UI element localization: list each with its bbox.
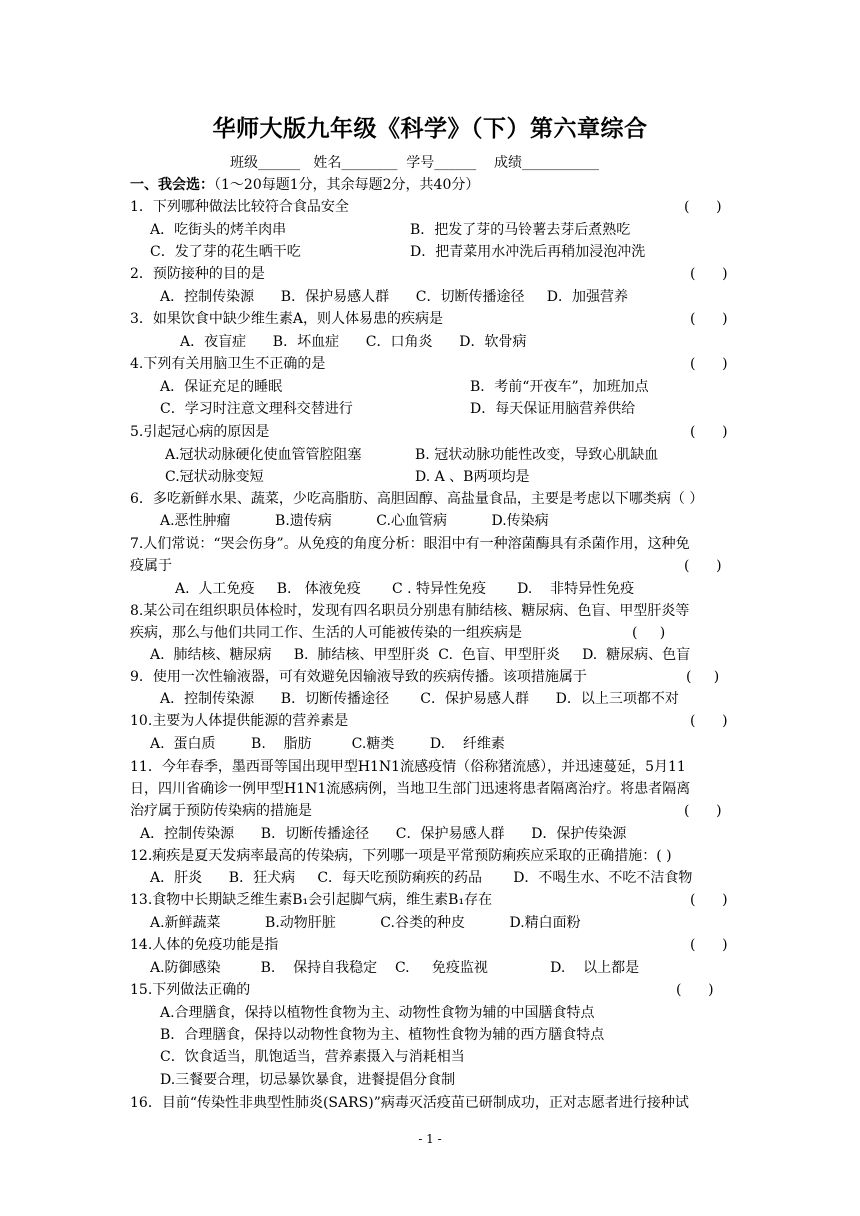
q15-option-d: D.三餐要合理，切忌暴饮暴食，进餐提倡分食制: [160, 1072, 456, 1088]
q10-options: A. 蛋白质 B. 脂肪 C.糖类 D. 纤维素: [150, 736, 505, 752]
question-11-cont2: 治疗属于预防传染病的措施是: [130, 803, 312, 819]
q12-options: A．肝炎 B．狂犬病 C．每天吃预防痢疾的药品 D．不喝生水、不吃不洁食物: [150, 870, 693, 886]
q1-option-d: D．把青菜用水冲洗后再稍加浸泡冲洗: [410, 244, 646, 260]
q11-options: A．控制传染源 B．切断传播途径 C．保护易感人群 D．保护传染源: [140, 826, 627, 842]
question-10: 10.主要为人体提供能源的营养素是: [130, 713, 349, 729]
answer-bracket-13: ( ): [690, 892, 728, 908]
answer-bracket-4: ( ): [690, 356, 728, 372]
answer-bracket-3: ( ): [690, 311, 728, 327]
q15-option-a: A.合理膳食，保持以植物性食物为主、动物性食物为辅的中国膳食特点: [160, 1005, 595, 1021]
question-11: 11．今年春季，墨西哥等国出现甲型H1N1流感疫情（俗称猪流感），并迅速蔓延，5月11: [130, 759, 686, 775]
question-4: 4.下列有关用脑卫生不正确的是: [130, 356, 326, 372]
q6-options: A.恶性肿瘤 B.遗传病 C.心血管病 D.传染病: [160, 513, 549, 529]
q4-option-a: A．保证充足的睡眠: [160, 379, 283, 395]
answer-bracket-2: ( ): [690, 266, 728, 282]
q1-option-c: C．发了芽的花生晒干吃: [150, 244, 301, 260]
question-16: 16．目前“传染性非典型性肺炎(SARS)”病毒灭活疫苗已研制成功，正对志愿者进行接种试: [130, 1095, 689, 1111]
question-1: 1．下列哪种做法比较符合食品安全: [130, 199, 349, 215]
page-number: - 1 -: [418, 1132, 442, 1146]
question-5: 5.引起冠心病的原因是: [130, 424, 270, 440]
question-15: 15.下列做法正确的: [130, 982, 251, 998]
answer-bracket-15: ( ): [676, 982, 714, 998]
q5-option-b: B. 冠状动脉功能性改变，导致心肌缺血: [415, 447, 659, 463]
q14-options: A.防御感染 B. 保持自我稳定 C. 免疫监视 D. 以上都是: [150, 960, 640, 976]
question-9: 9．使用一次性输液器，可有效避免因输液导致的疾病传播。该项措施属于: [130, 669, 587, 685]
question-6: 6．多吃新鲜水果、蔬菜，少吃高脂肪、高胆固醇、高盐量食品，主要是考虑以下哪类病（ ）: [130, 491, 704, 507]
q8-options: A. 肺结核、糖尿病 B. 肺结核、甲型肝炎 C. 色盲、甲型肝炎 D. 糖尿病、色盲: [150, 647, 691, 663]
question-8: 8.某公司在组织职员体检时，发现有四名职员分别患有肺结核、糖尿病、色盲、甲型肝炎等: [130, 603, 690, 619]
q15-option-c: C．饮食适当，肌饱适当，营养素摄入与消耗相当: [160, 1049, 465, 1065]
question-2: 2．预防接种的目的是: [130, 266, 265, 282]
q1-option-a: A．吃街头的烤羊肉串: [150, 222, 287, 238]
q5-option-c: C.冠状动脉变短: [165, 469, 264, 485]
answer-bracket-11: ( ): [684, 803, 722, 819]
question-7: 7.人们常说：“哭会伤身”。从免疫的角度分析：眼泪中有一种溶菌酶具有杀菌作用，这种免: [130, 536, 690, 552]
page-title: 华师大版九年级《科学》（下）第六章综合: [212, 115, 648, 142]
question-12: 12.痢疾是夏天发病率最高的传染病，下列哪一项是平常预防痢疾应采取的正确措施：( ): [130, 848, 672, 864]
answer-bracket-10: ( ): [690, 713, 728, 729]
question-3: 3．如果饮食中缺少维生素A，则人体易患的疾病是: [130, 311, 444, 327]
q5-option-d: D. A 、B两项均是: [415, 469, 530, 485]
answer-bracket-1: ( ): [684, 199, 722, 215]
question-14: 14.人体的免疫功能是指: [130, 937, 279, 953]
question-11-cont1: 日，四川省确诊一例甲型H1N1流感病例，当地卫生部门迅速将患者隔离治疗。将患者隔离: [130, 781, 691, 797]
q4-option-c: C．学习时注意文理科交替进行: [160, 401, 353, 417]
q4-option-d: D．每天保证用脑营养供给: [470, 401, 636, 417]
question-7-cont: 疫属于: [130, 558, 172, 574]
answer-bracket-9: ( ): [686, 669, 720, 685]
answer-bracket-8: ( ): [632, 625, 666, 641]
q15-option-b: B．合理膳食，保持以动物性食物为主、植物性食物为辅的西方膳食特点: [160, 1027, 605, 1043]
section-heading-label: 一、我会选：: [130, 177, 214, 193]
q7-options: A. 人工免疫 B. 体液免疫 C . 特异性免疫 D. 非特异性免疫: [175, 581, 635, 597]
section-heading: [130, 176, 479, 194]
q5-option-a: A.冠状动脉硬化使血管管腔阻塞: [165, 447, 362, 463]
section-heading-note: （1～20每题1分，其余每题2分，共40分）: [214, 177, 480, 193]
question-8-cont: 疾病，那么与他们共同工作、生活的人可能被传染的一组疾病是: [130, 625, 522, 641]
q4-option-b: B．考前“开夜车”，加班加点: [470, 379, 649, 395]
q1-option-b: B．把发了芽的马铃薯去芽后煮熟吃: [410, 222, 631, 238]
q3-options: A．夜盲症 B．坏血症 C．口角炎 D．软骨病: [180, 334, 527, 350]
question-13: 13.食物中长期缺乏维生素B₁会引起脚气病，维生素B₁存在: [130, 892, 493, 908]
q13-options: A.新鲜蔬菜 B.动物肝脏 C.谷类的种皮 D.精白面粉: [150, 915, 581, 931]
student-info-line: 班级______ 姓名________ 学号______ 成绩___________: [230, 155, 600, 171]
q2-options: A．控制传染源 B．保护易感人群 C．切断传播途径 D．加强营养: [160, 289, 628, 305]
answer-bracket-14: ( ): [690, 937, 728, 953]
answer-bracket-5: ( ): [690, 424, 728, 440]
answer-bracket-7: ( ): [684, 558, 722, 574]
q9-options: A．控制传染源 B．切断传播途径 C．保护易感人群 D．以上三项都不对: [160, 691, 679, 707]
